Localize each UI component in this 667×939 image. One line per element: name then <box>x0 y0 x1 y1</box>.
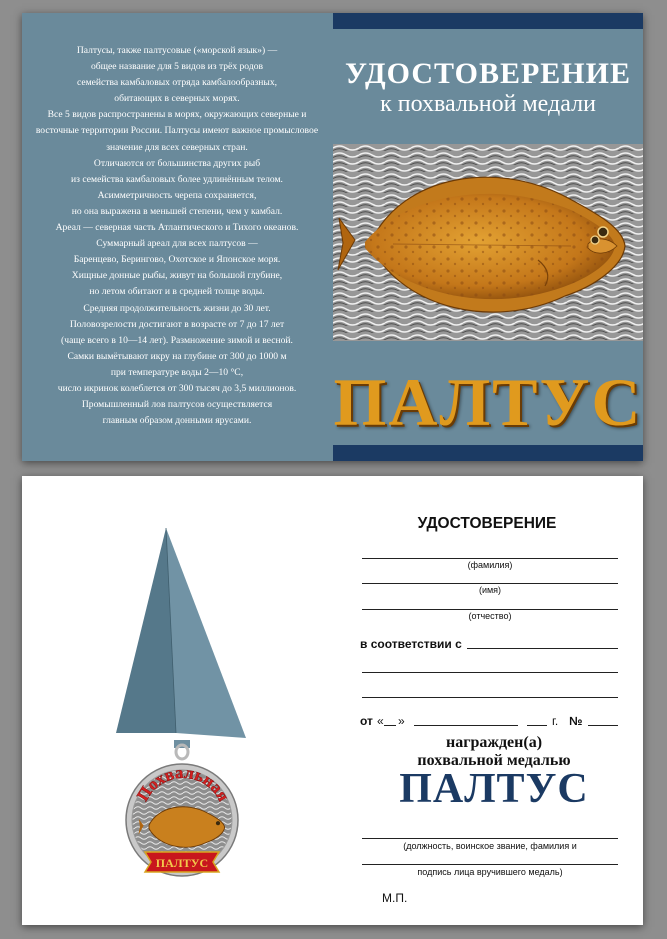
accordance-line-2[interactable] <box>362 672 618 673</box>
info-line: Половозрелости достигают в возрасте от 7 до 17 лет <box>69 318 285 330</box>
info-line: число икринок колеблется от 300 тысяч до 3,5 миллионов. <box>57 382 297 394</box>
info-line: при температуре воды 2—10 °С, <box>110 366 244 378</box>
certificate-spread <box>22 476 643 925</box>
info-line: Отличаются от большинства других рыб <box>93 157 261 169</box>
accordance-line[interactable] <box>467 648 618 649</box>
info-line: но она выражена в меньшей степени, чем у камбал. <box>71 205 283 217</box>
info-line: Хищные донные рыбы, живут на большой глубине, <box>71 270 283 282</box>
accordance-line-3[interactable] <box>362 697 618 698</box>
medal-graphic <box>123 740 241 883</box>
date-quote-open: « <box>377 714 384 728</box>
info-line: Ареал — северная часть Атлантического и Тихого океанов. <box>55 222 299 234</box>
info-line: восточные территории России. Палтусы имеют важное промысловое <box>35 125 319 137</box>
top-navy-bar <box>333 13 643 29</box>
number-sign: № <box>569 714 583 728</box>
info-line: Самки вымётывают икру на глубине от 300 до 1000 м <box>67 350 287 362</box>
name-line[interactable] <box>362 583 618 584</box>
patronymic-caption: (отчество) <box>468 611 512 621</box>
medal-name: ПАЛТУС <box>399 766 589 812</box>
info-line: Промышленный лов палтусов осуществляется <box>81 399 273 411</box>
certificate-title: УДОСТОВЕРЕНИЕ <box>417 515 557 532</box>
surname-line[interactable] <box>362 558 618 559</box>
signer-line-1[interactable] <box>362 838 618 839</box>
info-line: семейства камбаловых отряда камбалообразных, <box>76 77 278 89</box>
year-suffix: г. <box>552 714 559 728</box>
cover-subtitle: к похвальной медали <box>380 91 596 117</box>
signer-caption-1: (должность, воинское звание, фамилия и <box>403 841 577 851</box>
medal <box>123 740 241 883</box>
date-from-label: от <box>360 714 373 728</box>
bottom-navy-bar <box>333 445 643 461</box>
signer-caption-2: подпись лица вручившего медаль) <box>417 867 563 877</box>
info-line: Все 5 видов распространены в морях, окружающих северные и <box>47 109 307 121</box>
number-line[interactable] <box>588 725 618 726</box>
info-line: (чаще всего в 10—14 лет). Размножение зимой и весной. <box>61 334 293 346</box>
date-year-line[interactable] <box>527 725 547 726</box>
cover-fish-name: ПАЛТУС <box>333 364 643 440</box>
info-line: Суммарный ареал для всех палтусов — <box>96 238 258 250</box>
accordance-label: в соответствии с <box>360 637 462 651</box>
info-line: главным образом донными ярусами. <box>102 415 252 427</box>
info-line: значение для всех северных стран. <box>106 141 248 153</box>
date-quote-close: » <box>398 714 405 728</box>
info-line: обитающих в северных морях. <box>114 93 240 105</box>
name-caption: (имя) <box>478 585 502 595</box>
info-line: Баренцево, Берингово, Охотское и Японское моря. <box>73 254 281 266</box>
signer-line-2[interactable] <box>362 864 618 865</box>
date-day-line[interactable] <box>384 725 396 726</box>
info-line: Средняя продолжительность жизни до 30 лет. <box>83 302 271 314</box>
halibut-photo <box>333 144 643 341</box>
halibut-info-text <box>22 43 332 429</box>
awarded-line-1: награжден(а) <box>445 734 543 751</box>
medal-banner-text: ПАЛТУС <box>155 856 209 870</box>
awarded-line-2: похвальной медалью <box>417 752 571 769</box>
cover-title: УДОСТОВЕРЕНИЕ <box>345 57 631 90</box>
surname-caption: (фамилия) <box>467 560 513 570</box>
info-line: Палтусы, также палтусовые («морской язык») — <box>76 45 278 56</box>
info-line: общее название для 5 видов из трёх родов <box>90 61 264 73</box>
patronymic-line[interactable] <box>362 609 618 610</box>
info-line: из семейства камбаловых более удлинённым телом. <box>71 173 283 185</box>
date-month-line[interactable] <box>414 725 518 726</box>
info-line: Асимметричность черепа сохраняется, <box>97 189 257 201</box>
cover-spread <box>22 13 643 461</box>
medal-ribbon <box>116 528 246 738</box>
medal-arc-text: Похвальная <box>132 762 234 805</box>
info-line: но летом обитают и в средней толще воды. <box>89 286 265 298</box>
stamp-place: М.П. <box>382 891 408 905</box>
halibut-illustration <box>333 144 643 341</box>
